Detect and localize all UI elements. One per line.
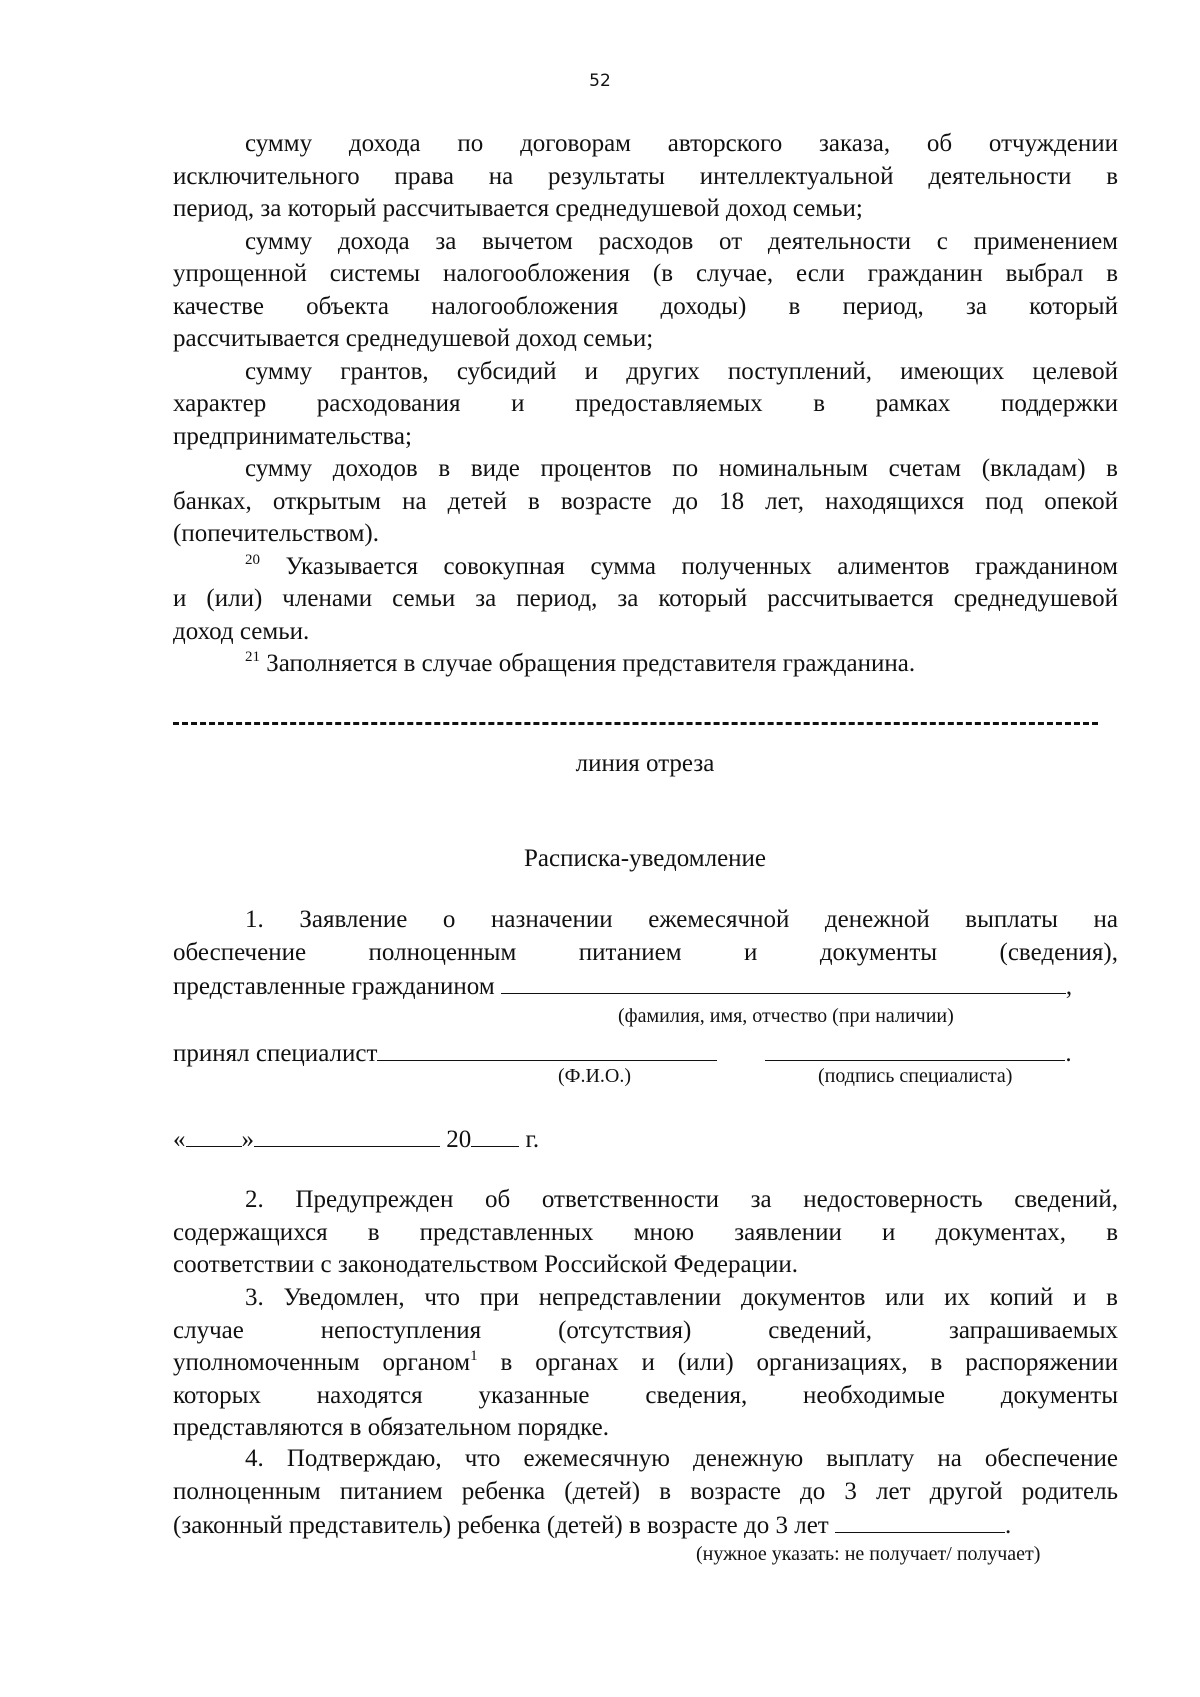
- receipt-item-4-line: полноценным питанием ребенка (детей) в возрасте до 3 лет другой родитель: [173, 1477, 1118, 1505]
- income-item-line: предпринимательства;: [173, 422, 412, 450]
- receipt-item-2-line: соответствии с законодательством Российской Федерации.: [173, 1251, 798, 1278]
- receipt-item-1-line: [173, 969, 1118, 1004]
- income-item: [173, 453, 1118, 551]
- income-item-line: рассчитывается среднедушевой доход семьи;: [173, 325, 654, 352]
- income-item-line: характер расходования и предоставляемых в рамках поддержки: [173, 390, 1118, 417]
- date-line: [173, 1122, 539, 1157]
- receipt-item-3-line: 3. Уведомлен, что при непредставлении документов или их копий и в: [245, 1284, 1118, 1311]
- page-number: 52: [589, 71, 611, 91]
- receipt-item-1-line: 1. Заявление о назначении ежемесячной денежной выплаты на: [245, 906, 1118, 933]
- year-suffix: г.: [525, 1126, 540, 1153]
- receipt-item-4-line: [173, 1508, 1118, 1543]
- receipt-item-2-line: содержащихся в представленных мною заявлении и документах, в: [173, 1218, 1118, 1246]
- applicant-comma: ,: [1065, 973, 1073, 1000]
- footnote-20-line: [173, 551, 1118, 584]
- year-prefix: 20: [446, 1126, 472, 1153]
- specialist-name-field[interactable]: [377, 1036, 717, 1061]
- income-item-line: исключительного права на результаты интеллектуальной деятельности в: [173, 162, 1118, 190]
- income-item: [173, 356, 1118, 454]
- income-item-line: сумму доходов в виде процентов по номинальным счетам (вкладам) в: [245, 455, 1118, 482]
- receipt-title: Расписка-уведомление: [523, 845, 767, 872]
- receipt-item-3-line: представляются в обязательном порядке.: [173, 1414, 609, 1441]
- payment-status-field[interactable]: [835, 1508, 1005, 1533]
- footnote-mark-1: 1: [470, 1348, 478, 1364]
- footnote-mark-21: 21: [245, 649, 260, 665]
- specialist-signature-field[interactable]: [765, 1036, 1065, 1061]
- income-item-line: сумму грантов, субсидий и других поступлений, имеющих целевой: [245, 357, 1118, 385]
- receipt-item-3-line: [173, 1347, 1118, 1380]
- hint-payment-status: (нужное указать: не получает/ получает): [696, 1543, 1041, 1565]
- receipt-item-2-line: 2. Предупрежден об ответственности за недостоверность сведений,: [245, 1186, 1118, 1213]
- footnote-20-text: Указывается совокупная сумма полученных алиментов гражданином: [285, 552, 1118, 580]
- receipt-item-1: [173, 904, 1118, 1004]
- income-item: [173, 226, 1118, 356]
- cut-line-label: линия отреза: [575, 750, 715, 777]
- income-item-line: сумму дохода за вычетом расходов от деятельности с применением: [245, 227, 1118, 255]
- income-item-line: период, за который рассчитывается среднедушевой доход семьи;: [173, 195, 863, 222]
- footnote-21-line: [173, 648, 1118, 681]
- cut-line: [173, 722, 1098, 725]
- receipt-item-2: [173, 1184, 1118, 1282]
- receipt-item-3-line: которых находятся указанные сведения, необходимые документы: [173, 1381, 1118, 1409]
- authority-text: уполномоченным органом: [173, 1349, 471, 1376]
- footnote-20-line: и (или) членами семьи за период, за который рассчитывается среднедушевой: [173, 585, 1118, 612]
- footnote-20: [173, 551, 1118, 649]
- accepted-period: .: [1065, 1040, 1072, 1067]
- income-item-line: сумму дохода по договорам авторского заказа, об отчуждении: [245, 130, 1118, 157]
- hint-specialist-signature: (подпись специалиста): [818, 1065, 1013, 1087]
- receipt-item-4: [173, 1443, 1118, 1543]
- receipt-item-1-line: обеспечение полноценным питанием и документы (сведения),: [173, 938, 1118, 966]
- authority-text-continued: в органах и (или) организациях, в распоряжении: [500, 1349, 1118, 1376]
- year-field[interactable]: [471, 1122, 519, 1147]
- month-field[interactable]: [254, 1122, 440, 1147]
- footnote-21-text: Заполняется в случае обращения представителя гражданина.: [266, 650, 916, 677]
- day-field[interactable]: [186, 1122, 242, 1147]
- hint-applicant-name: (фамилия, имя, отчество (при наличии): [618, 1005, 954, 1027]
- income-item-line: банках, открытым на детей в возрасте до 18 лет, находящихся под опекой: [173, 487, 1118, 515]
- receipt-item-3-line: случае непоступления (отсутствия) сведений, запрашиваемых: [173, 1316, 1118, 1344]
- footnote-income-items: [173, 128, 1118, 681]
- income-item-line: качестве объекта налогообложения доходы) в период, за который: [173, 292, 1118, 320]
- receipt-item-4-line: 4. Подтверждаю, что ежемесячную денежную выплату на обеспечение: [245, 1445, 1118, 1472]
- footnote-21: [173, 648, 1118, 681]
- income-item-line: упрощенной системы налогообложения (в случае, если гражданин выбрал в: [173, 260, 1118, 287]
- accepted-by-label: принял специалист: [173, 1040, 378, 1067]
- footnote-mark-20: 20: [245, 551, 260, 568]
- applicant-name-field[interactable]: [501, 969, 1066, 994]
- footnote-20-line: доход семьи.: [173, 617, 310, 645]
- income-item-line: (попечительством).: [173, 520, 379, 547]
- date-close-quote: »: [241, 1126, 254, 1153]
- status-period: .: [1005, 1512, 1012, 1539]
- date-open-quote: «: [173, 1126, 186, 1153]
- receipt-item-3: [173, 1282, 1118, 1445]
- representative-text: (законный представитель) ребенка (детей) в возрасте до 3 лет: [173, 1512, 829, 1539]
- income-item: [173, 128, 1118, 226]
- applicant-label: представленные гражданином: [173, 973, 495, 1000]
- hint-fio: (Ф.И.О.): [558, 1065, 632, 1087]
